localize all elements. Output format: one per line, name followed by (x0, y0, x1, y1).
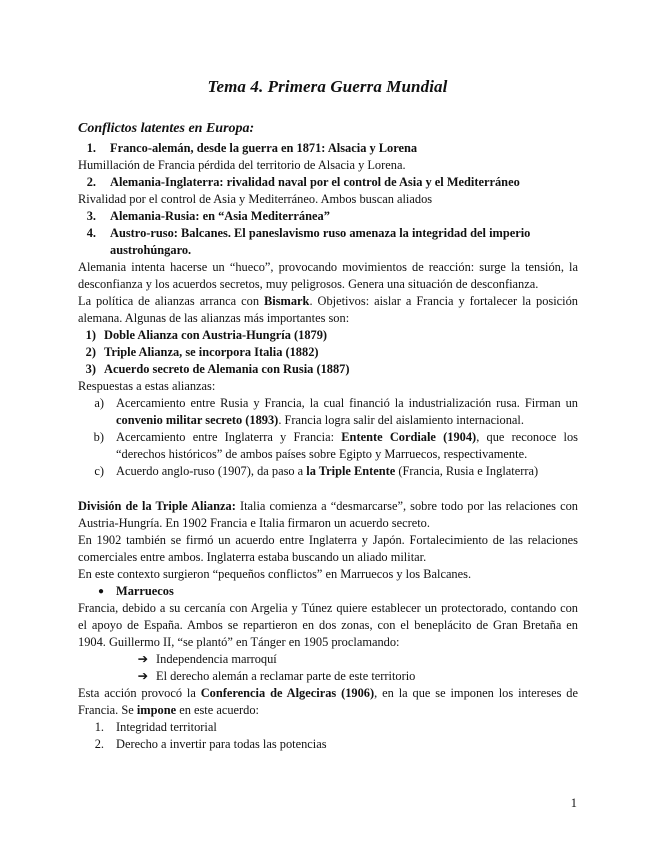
list-number: 3) (85, 362, 96, 376)
list-item (78, 429, 578, 463)
list-number: 2. (86, 175, 96, 189)
list-item (78, 140, 578, 157)
page-title: Tema 4. Primera Guerra Mundial (207, 77, 448, 96)
list-letter: b) (93, 430, 104, 444)
list-item (78, 736, 578, 753)
text-run: . Objetivos: aislar a Francia y fortalecer la posición alemana. Algunas de las alianzas más importantes son: (78, 294, 579, 325)
list-text: Alemania-Inglaterra: rivalidad naval por el control de Asia y el Mediterráneo (110, 175, 520, 189)
paragraph: En este contexto surgieron “pequeños conflictos” en Marruecos y los Balcanes. (78, 567, 472, 581)
text-run: Esta acción provocó la (78, 686, 201, 700)
text-run: Acuerdo anglo-ruso (1907), da paso a (116, 464, 307, 478)
list-text: Austro-ruso: Balcanes. El paneslavismo ruso amenaza la integridad del imperio austrohúngaro. (110, 226, 531, 257)
text-run: . Francia logra salir del aislamiento internacional. (278, 413, 524, 427)
list-text: Franco-alemán, desde la guerra en 1871: Alsacia y Lorena (110, 141, 418, 155)
bold-text: Bismark (264, 294, 310, 308)
list-text (116, 463, 578, 480)
bold-text: convenio militar secreto (1893) (116, 413, 279, 427)
list-number: 1. (86, 141, 96, 155)
list-number: 4. (86, 226, 96, 240)
bullet-item (78, 583, 578, 600)
document-body (78, 120, 578, 753)
list-item (78, 208, 578, 225)
list-text (116, 395, 578, 429)
bold-text: Entente Cordiale (1904) (341, 430, 477, 444)
text-run: La política de alianzas arranca con (78, 294, 264, 308)
paragraph: Rivalidad por el control de Asia y Mediterráneo. Ambos buscan aliados (78, 192, 433, 206)
list-letter: c) (94, 464, 104, 478)
bold-text: la Triple Entente (306, 464, 396, 478)
arrow-item (78, 651, 578, 668)
list-number: 2) (85, 345, 96, 359)
list-text: Derecho a invertir para todas las potencias (116, 737, 327, 751)
arrow-text: Independencia marroquí (156, 652, 277, 666)
arrow-icon: ➔ (137, 652, 148, 666)
paragraph (78, 685, 578, 719)
paragraph: Humillación de Francia pérdida del territorio de Alsacia y Lorena. (78, 158, 406, 172)
list-text: Alemania-Rusia: en “Asia Mediterránea” (110, 209, 330, 223)
page-number: 1 (570, 796, 577, 810)
spacer (78, 480, 578, 498)
paragraph (78, 498, 578, 532)
text-run: (Francia, Rusia e Inglaterra) (395, 464, 539, 478)
list-number: 3. (86, 209, 96, 223)
text-run: en este acuerdo: (176, 703, 259, 717)
section-subtitle: Conflictos latentes en Europa: (78, 121, 255, 136)
text-run: Acercamiento entre Rusia y Francia, la cual financió la industrialización rusa. Firman un (116, 396, 578, 410)
text-run: Italia comienza a “desmarcarse”, sobre todo por las relaciones con Austria-Hungría. En 1902 Francia e Italia firmaron un acuerdo secreto. (78, 499, 578, 530)
list-number: 2. (94, 737, 104, 751)
list-item (78, 361, 578, 378)
list-item (78, 225, 578, 259)
text-run: , en la que se imponen los intereses de Francia. Se (78, 686, 578, 717)
bold-text: División de la Triple Alianza: (78, 499, 236, 513)
list-text: Doble Alianza con Austria-Hungría (1879) (104, 328, 328, 342)
text-run: , que reconoce los “derechos históricos” de ambos países sobre Egipto y Marruecos, respectivamente. (116, 430, 578, 461)
paragraph: Respuestas a estas alianzas: (78, 379, 216, 393)
bullet-icon: ● (97, 586, 104, 597)
paragraph (78, 293, 578, 327)
paragraph: En 1902 también se firmó un acuerdo entre Inglaterra y Japón. Fortalecimiento de las relaciones comerciales entre ambos. Inglaterra estaba buscando un aliado militar. (78, 533, 578, 564)
arrow-text: El derecho alemán a reclamar parte de este territorio (156, 669, 416, 683)
list-item (78, 719, 578, 736)
arrow-item (78, 668, 578, 685)
list-item (78, 344, 578, 361)
list-text: Triple Alianza, se incorpora Italia (1882) (104, 345, 319, 359)
bold-text: Conferencia de Algeciras (1906) (200, 686, 375, 700)
list-item (78, 463, 578, 480)
list-item (78, 174, 578, 191)
list-letter: a) (94, 396, 104, 410)
paragraph: Francia, debido a su cercanía con Argelia y Túnez quiere establecer un protectorado, contando con el apoyo de España. Ambos se repartieron en dos zonas, con el beneplácito de Gran Bretaña en 1904. Guillermo II, “se plantó” en Tánger en 1905 proclamando: (78, 601, 578, 649)
list-item (78, 327, 578, 344)
paragraph: Alemania intenta hacerse un “hueco”, provocando movimientos de reacción: surge la tensión, la desconfianza y los acuerdos secretos, muy peligrosos. Genera una situación de desconfianza. (78, 260, 578, 291)
arrow-icon: ➔ (137, 669, 148, 683)
bold-text: impone (136, 703, 177, 717)
list-text (116, 429, 578, 463)
list-number: 1) (85, 328, 96, 342)
list-text: Integridad territorial (116, 720, 217, 734)
list-item (78, 395, 578, 429)
bullet-label: Marruecos (116, 584, 174, 598)
text-run: Acercamiento entre Inglaterra y Francia: (116, 430, 342, 444)
list-number: 1. (94, 720, 104, 734)
list-text: Acuerdo secreto de Alemania con Rusia (1887) (104, 362, 350, 376)
